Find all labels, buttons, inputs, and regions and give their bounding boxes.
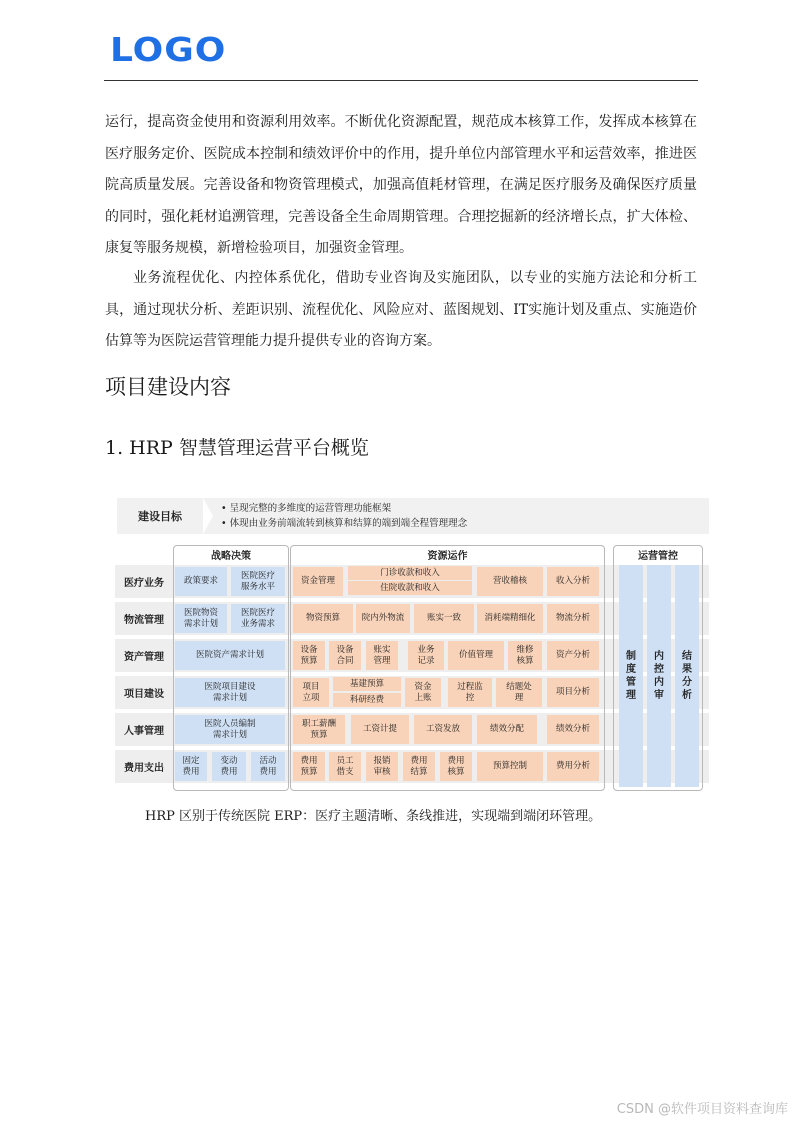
resource-cell: 费用 核算 [440,752,472,781]
strategy-cell: 医院资产需求计划 [175,641,285,670]
resource-cell: 费用 结算 [403,752,435,781]
resource-cell: 绩效分析 [547,715,599,744]
resource-section-title: 资源运作 [427,551,468,562]
resource-cell: 工资计提 [351,715,409,744]
resource-cell: 基建预算 [333,677,401,691]
strategy-cell: 活动 费用 [251,752,285,781]
resource-cell: 职工薪酬 预算 [293,715,345,744]
strategy-section-title: 战略决策 [211,551,251,562]
resource-cell: 账实一致 [414,604,474,633]
row-label-expenses: 费用支出 [124,763,164,774]
resource-cell: 消耗端精细化 [477,604,543,633]
goal-label: 建设目标 [138,510,182,523]
resource-cell: 维修 核算 [508,641,542,670]
resource-cell: 结题处 理 [496,678,542,707]
resource-cell: 费用 预算 [293,752,325,781]
figure-caption: HRP 区别于传统医院 ERP：医疗主题清晰、条线推进，实现端到端闭环管理。 [145,809,602,824]
goal-arrow-icon [203,498,213,534]
strategy-cell: 政策要求 [175,567,227,596]
row-label-projects: 项目建设 [124,689,164,700]
strategy-cell: 医院医疗 服务水平 [231,567,285,596]
resource-cell: 项目 立项 [293,678,329,707]
goal-list [221,501,467,531]
row-label-assets: 资产管理 [124,652,164,663]
resource-cell: 物资预算 [293,604,353,633]
strategy-cell: 医院项目建设 需求计划 [175,678,285,707]
resource-cell: 设备 预算 [293,641,325,670]
header-divider [104,80,698,81]
logo: LOGO [110,31,227,70]
resource-cell: 业务 记录 [408,641,444,670]
resource-cell: 院内外物流 [356,604,410,633]
resource-cell: 门诊收款和收入 [348,566,472,580]
row-label-medical: 医疗业务 [124,578,164,589]
row-label-logistics: 物流管理 [124,615,164,626]
strategy-cell: 固定 费用 [175,752,207,781]
resource-cell: 账实 管理 [366,641,398,670]
row-label-personnel: 人事管理 [124,726,164,737]
strategy-cell: 医院医疗 业务需求 [231,604,285,633]
resource-cell: 设备 合同 [329,641,361,670]
resource-cell: 费用分析 [547,752,599,781]
resource-cell: 住院收款和收入 [348,581,472,595]
resource-cell: 科研经费 [333,693,401,707]
paragraph-1: 运行，提高资金使用和资源利用效率。不断优化资源配置，规范成本核算工作，发挥成本核算在医疗服务定价、医院成本控制和绩效评价中的作用，提升单位内部管理水平和运营效率，推进医院高质量发展。完善设备和物资管理模式，加强高值耗材管理，在满足医疗服务及确保医疗质量的同时，强化耗材追溯管理，完善设备全生命周期管理。合理挖掘新的经济增长点，扩大体检、康复等服务规模，新增检验项目，加强资金管理。 [105,114,697,256]
strategy-cell: 医院物资 需求计划 [175,604,227,633]
resource-cell: 预算控制 [477,752,543,781]
resource-cell: 项目分析 [547,678,599,707]
resource-cell: 工资发放 [414,715,472,744]
control-column-result-analysis: 结 果 分 析 [675,565,699,787]
subsection-heading: 1. HRP 智慧管理运营平台概览 [105,437,369,459]
resource-cell: 过程监 控 [448,678,492,707]
resource-cell: 收入分析 [547,567,599,596]
watermark: CSDN @软件项目资料查询库 [616,1102,788,1117]
resource-cell: 员工 借支 [329,752,361,781]
strategy-cell: 变动 费用 [212,752,246,781]
paragraph-2: 业务流程优化、内控体系优化，借助专业咨询及实施团队，以专业的实施方法论和分析工具，通过现状分析、差距识别、流程优化、风险应对、蓝图规划、IT实施计划及重点、实施造价估算等为医院运营管理能力提升提供专业的咨询方案。 [105,270,697,349]
resource-cell: 绩效分配 [477,715,537,744]
control-section-title: 运营管控 [638,551,678,562]
resource-cell: 资金管理 [293,567,343,596]
goal-item: • 呈现完整的多维度的运营管理功能框架 [221,501,467,516]
strategy-cell: 医院人员编制 需求计划 [175,715,285,744]
control-column-system: 制 度 管 理 [619,565,643,787]
hrp-architecture-diagram [115,495,712,791]
resource-cell: 营收稽核 [477,567,543,596]
control-column-internal-audit: 内 控 内 审 [647,565,671,787]
goal-item: • 体现由业务前端流转到核算和结算的端到端全程管理理念 [221,516,467,531]
resource-cell: 资产分析 [547,641,599,670]
resource-cell: 报销 审核 [366,752,398,781]
resource-cell: 资金 上账 [405,678,441,707]
resource-cell: 价值管理 [448,641,504,670]
resource-cell: 物流分析 [547,604,599,633]
section-heading: 项目建设内容 [105,375,231,399]
